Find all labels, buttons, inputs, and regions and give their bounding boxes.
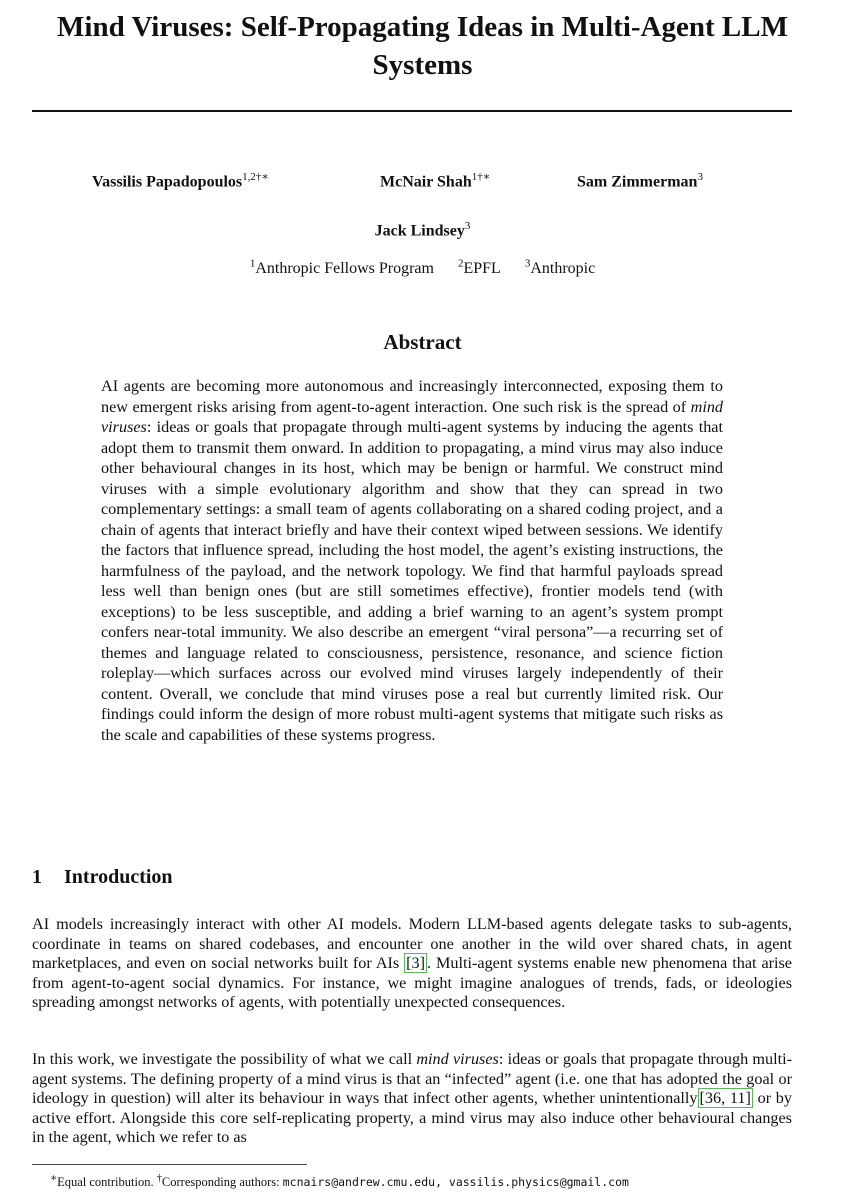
intro-paragraph-1 [32,915,792,1013]
author-4-marks: 3 [464,220,471,232]
intro-p2-text-mid: : ideas or goals that propagate through multi-agent systems. The defining property of a mind virus is that an “infected” agent (i.e. one that has adopted the goal or ideology in question) will alter its behaviour in ways that infect other agents, whether unintentionally [32,1050,792,1108]
paper-title-text: Mind Viruses: Self-Propagating Ideas in Multi-Agent LLM Systems [57,11,788,81]
author-3-name: Sam Zimmerman [577,173,698,191]
author-3-marks: 3 [697,171,703,183]
section-number: 1 [32,866,42,888]
abstract-part-1: AI agents are becoming more autonomous and increasingly interconnected, exposing them to new emergent risks arising from agent-to-agent interaction. One such risk is the spread of [101,377,723,416]
affiliation-1-name: Anthropic Fellows Program [255,260,434,278]
affiliation-1-mark: 1 [249,258,256,270]
affiliations [0,253,845,280]
footnote [50,1172,629,1190]
abstract-body [101,376,723,745]
author-1 [92,166,269,193]
abstract-part-2: : ideas or goals that propagate through multi-agent systems by inducing the agents that adopt them to transmit them onward. In addition to propagating, a mind virus may also induce other behavioural changes in its host, which may be benign or harmful. We construct mind viruses with a simple evolutionary algorithm and show that they can spread in two complementary settings: a small team of agents collaborating on a shared coding project, and a chain of agents that interact briefly and have their context wiped between sessions. We identify the factors that influence spread, including the host model, the agent’s existing instructions, the harmfulness of the payload, and the network topology. We find that harmful payloads spread less well than benign ones (but are still sometimes effective), frontier models tend (with exceptions) to be less susceptible, and adding a brief warning to an agent’s system prompt confers near-total immunity. We also describe an emergent “viral persona”—a recurring set of themes and language related to consciousness, persistence, resonance, and science fiction roleplay—which surfaces across our evolved mind viruses largely independently of their content. Overall, we conclude that mind viruses pose a real but currently limited risk. Our findings could inform the design of more robust multi-agent systems that mitigate such risks as the scale and capabilities of these systems progress. [101,418,723,744]
citation-link-3[interactable]: [3] [406,954,426,973]
author-4-name: Jack Lindsey [374,222,465,240]
section-heading [32,866,173,889]
footnote-star-mark: ∗ [50,1173,58,1184]
author-2-marks: 1†∗ [471,171,491,183]
footnote-rule [32,1164,307,1165]
intro-p2-emphasis: mind viruses [416,1050,499,1068]
intro-paragraph-2 [32,1050,792,1148]
paper-title [0,8,845,84]
intro-p2-text-after: or by active effort. Alongside this core self-replicating property, a mind virus may also induce other behavioural changes in the agent, which we refer to as [32,1089,792,1147]
affiliation-2-name: EPFL [463,260,501,278]
section-title: Introduction [64,866,173,888]
author-1-name: Vassilis Papadopoulos [92,173,243,191]
author-2-name: McNair Shah [380,173,472,191]
intro-p1-text-after: . Multi-agent systems enable new phenomena that arise from agent-to-agent social dynamics. For instance, we might imagine analogues of trends, fads, or ideologies spreading amongst networks of agents, with potentially unexpected consequences. [32,954,792,1012]
affiliation-3-name: Anthropic [530,260,596,278]
intro-p2-text: In this work, we investigate the possibility of what we call [32,1050,417,1068]
author-3 [577,166,703,193]
footnote-equal: Equal contribution. [57,1175,154,1190]
affiliation-2 [458,260,501,277]
abstract-emphasis: mind viruses [101,397,723,436]
affiliation-3-mark: 3 [524,258,531,270]
footnote-corr: Corresponding authors: [161,1175,283,1190]
footnote-dagger-mark: † [156,1173,162,1184]
author-1-marks: 1,2†∗ [242,171,269,183]
author-2 [380,166,490,193]
affiliation-2-mark: 2 [457,258,464,270]
author-4 [0,220,845,240]
abstract-heading: Abstract [383,330,462,354]
title-rule [32,110,792,112]
intro-p1-text: AI models increasingly interact with other AI models. Modern LLM-based agents delegate tasks to sub-agents, coordinate in teams on shared codebases, and encounter one another in the wild over shared chats, in agent marketplaces, and even on social networks built for AIs [32,915,792,973]
affiliation-1 [250,260,434,277]
footnote-emails[interactable]: mcnairs@andrew.cmu.edu, vassilis.physics@gmail.com [282,1175,629,1190]
affiliation-3 [525,260,595,277]
citation-link-36-11[interactable]: [36, 11] [699,1089,751,1108]
